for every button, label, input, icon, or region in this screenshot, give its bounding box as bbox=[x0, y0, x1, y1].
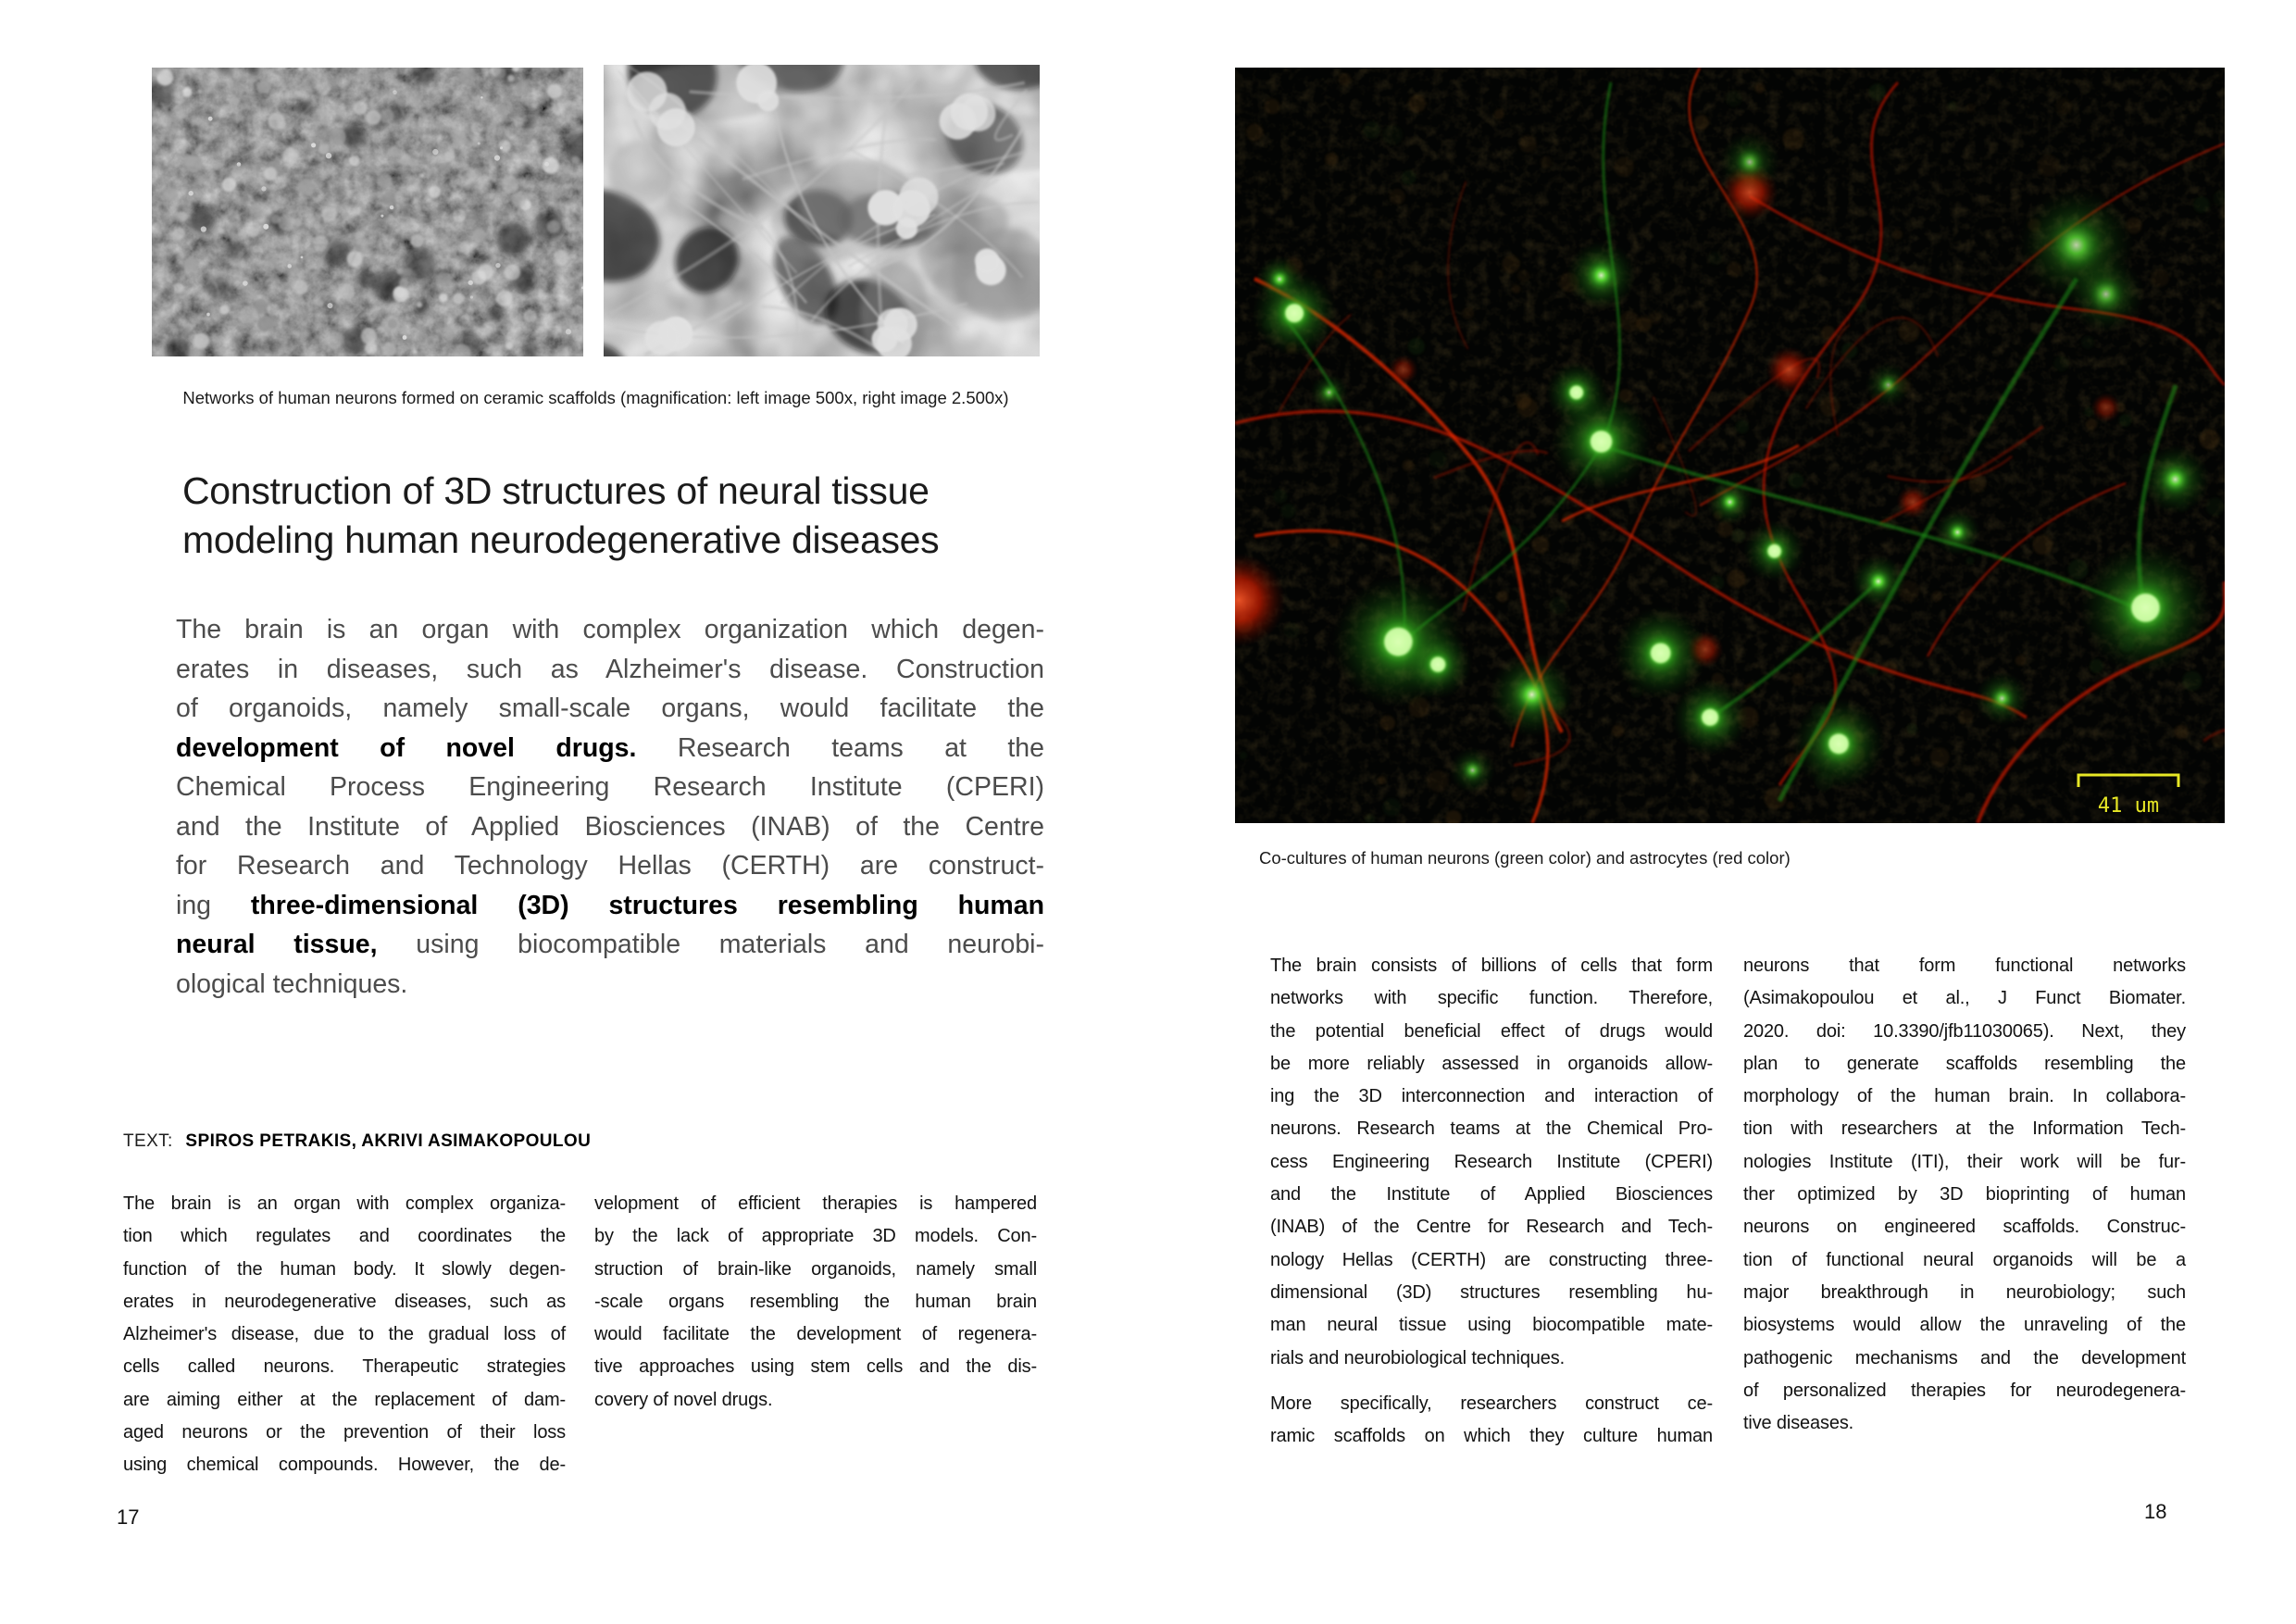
title-line: Construction of 3D structures of neural tissue bbox=[182, 469, 930, 512]
paragraph bbox=[1270, 950, 1713, 1375]
text-line: tive diseases. bbox=[1743, 1413, 1854, 1434]
text-line: nologies Institute (ITI), their work will be fur- bbox=[1743, 1151, 2186, 1172]
right-page-column-2 bbox=[1743, 950, 2186, 1440]
text-line: erates in neurodegenerative diseases, such as bbox=[123, 1291, 566, 1312]
text-line: tion which regulates and coordinates the bbox=[123, 1226, 566, 1247]
text-line: -scale organs resembling the human brain bbox=[594, 1291, 1037, 1312]
text-line: rials and neurobiological techniques. bbox=[1270, 1347, 1565, 1368]
text-line: velopment of efficient therapies is hampered bbox=[594, 1193, 1037, 1214]
sem-image-left bbox=[152, 68, 583, 356]
text-line: ther optimized by 3D bioprinting of human bbox=[1743, 1184, 2186, 1206]
byline-label: TEXT: bbox=[123, 1131, 173, 1151]
sem-image-left-art bbox=[152, 68, 583, 356]
right-page-column-1 bbox=[1270, 950, 1713, 1453]
intro-line: neural tissue, using biocompatible materials and neurobi- bbox=[176, 930, 1045, 959]
fluorescence-image-art bbox=[1235, 68, 2225, 823]
byline-authors: SPIROS PETRAKIS, AKRIVI ASIMAKOPOULOU bbox=[185, 1131, 592, 1151]
left-page-column-2 bbox=[594, 1188, 1037, 1417]
text-line: and the Institute of Applied Biosciences bbox=[1270, 1184, 1713, 1206]
text-line: aged neurons or the prevention of their loss bbox=[123, 1422, 566, 1443]
text-line: man neural tissue using biocompatible mate- bbox=[1270, 1315, 1713, 1336]
text-line: dimensional (3D) structures resembling hu- bbox=[1270, 1281, 1713, 1303]
intro-line: ing three-dimensional (3D) structures resembling human bbox=[176, 890, 1045, 920]
right-page bbox=[1148, 0, 2296, 1624]
text-line: by the lack of appropriate 3D models. Con- bbox=[594, 1226, 1037, 1247]
text-line: struction of brain-like organoids, namely small bbox=[594, 1258, 1037, 1280]
intro-line: erates in diseases, such as Alzheimer's disease. Construction bbox=[176, 654, 1044, 684]
text-line: using chemical compounds. However, the de- bbox=[123, 1455, 566, 1476]
text-line: would facilitate the development of regenera- bbox=[594, 1324, 1037, 1345]
text-line: 2020. doi: 10.3390/jfb11030065). Next, they bbox=[1743, 1020, 2186, 1042]
sem-images-caption: Networks of human neurons formed on ceramic scaffolds (magnification: left image 500x, right image 2.500x) bbox=[182, 388, 1009, 407]
text-line: cells called neurons. Therapeutic strategies bbox=[123, 1356, 566, 1378]
text-line: (INAB) of the Centre for Research and Tech- bbox=[1270, 1217, 1713, 1238]
text-line: More specifically, researchers construct ce- bbox=[1270, 1393, 1713, 1414]
scale-bar-label: 41 um bbox=[2097, 794, 2160, 818]
sem-image-right-art bbox=[604, 65, 1040, 356]
text-line: neurons on engineered scaffolds. Construc- bbox=[1743, 1217, 2186, 1238]
page-number-left: 17 bbox=[117, 1505, 140, 1529]
text-line: function of the human body. It slowly degen- bbox=[123, 1258, 566, 1280]
text-line: pathogenic mechanisms and the development bbox=[1743, 1347, 2186, 1368]
paragraph bbox=[123, 1188, 566, 1482]
text-line: tion with researchers at the Information Tech- bbox=[1743, 1118, 2186, 1140]
intro-line: ological techniques. bbox=[176, 968, 408, 999]
text-line: tion of functional neural organoids will be a bbox=[1743, 1249, 2186, 1270]
fluorescence-image bbox=[1235, 68, 2225, 823]
text-line: are aiming either at the replacement of dam- bbox=[123, 1389, 566, 1410]
intro-line: for Research and Technology Hellas (CERTH) are construct- bbox=[176, 851, 1044, 881]
text-line: networks with specific function. Therefore, bbox=[1270, 988, 1713, 1009]
intro-paragraph bbox=[176, 610, 1044, 1004]
text-line: neurons that form functional networks bbox=[1743, 956, 2186, 976]
text-line: Alzheimer's disease, due to the gradual loss of bbox=[123, 1324, 566, 1345]
title-line: modeling human neurodegenerative diseases bbox=[182, 518, 940, 561]
intro-line: and the Institute of Applied Biosciences (INAB) of the Centre bbox=[176, 811, 1044, 842]
text-line: major breakthrough in neurobiology; such bbox=[1743, 1281, 2186, 1303]
text-line: neurons. Research teams at the Chemical Pro- bbox=[1270, 1118, 1713, 1140]
text-line: (Asimakopoulou et al., J Funct Biomater. bbox=[1743, 988, 2186, 1009]
text-line: be more reliably assessed in organoids allow- bbox=[1270, 1053, 1713, 1074]
intro-line: of organoids, namely small-scale organs, would facilitate the bbox=[176, 693, 1044, 723]
paragraph bbox=[1743, 950, 2186, 1440]
text-line: plan to generate scaffolds resembling the bbox=[1743, 1053, 2186, 1074]
text-line: cess Engineering Research Institute (CPERI) bbox=[1270, 1151, 1713, 1172]
byline bbox=[123, 1131, 591, 1152]
paragraph bbox=[594, 1188, 1037, 1417]
text-line: The brain consists of billions of cells that form bbox=[1270, 956, 1713, 976]
intro-line: The brain is an organ with complex organization which degen- bbox=[176, 615, 1044, 644]
intro-line: Chemical Process Engineering Research Institute (CPERI) bbox=[176, 772, 1044, 802]
paragraph bbox=[1270, 1388, 1713, 1454]
page-number-right: 18 bbox=[2144, 1500, 2167, 1523]
text-line: ramic scaffolds on which they culture human bbox=[1270, 1426, 1713, 1447]
article-title bbox=[182, 467, 1071, 565]
text-line: ing the 3D interconnection and interaction of bbox=[1270, 1086, 1713, 1107]
sem-image-right bbox=[604, 65, 1040, 356]
text-line: morphology of the human brain. In collabora- bbox=[1743, 1086, 2186, 1107]
text-line: of personalized therapies for neurodegenera- bbox=[1743, 1380, 2186, 1401]
text-line: biosystems would allow the unraveling of the bbox=[1743, 1315, 2186, 1336]
left-page-column-1 bbox=[123, 1188, 566, 1482]
text-line: nology Hellas (CERTH) are constructing three- bbox=[1270, 1249, 1713, 1270]
text-line: covery of novel drugs. bbox=[594, 1389, 773, 1410]
fluorescence-caption: Co-cultures of human neurons (green color) and astrocytes (red color) bbox=[1259, 848, 1791, 868]
intro-line: development of novel drugs. Research teams at the bbox=[176, 732, 1044, 763]
text-line: the potential beneficial effect of drugs would bbox=[1270, 1020, 1713, 1042]
text-line: The brain is an organ with complex organiza- bbox=[123, 1193, 566, 1214]
text-line: tive approaches using stem cells and the dis- bbox=[594, 1356, 1037, 1378]
